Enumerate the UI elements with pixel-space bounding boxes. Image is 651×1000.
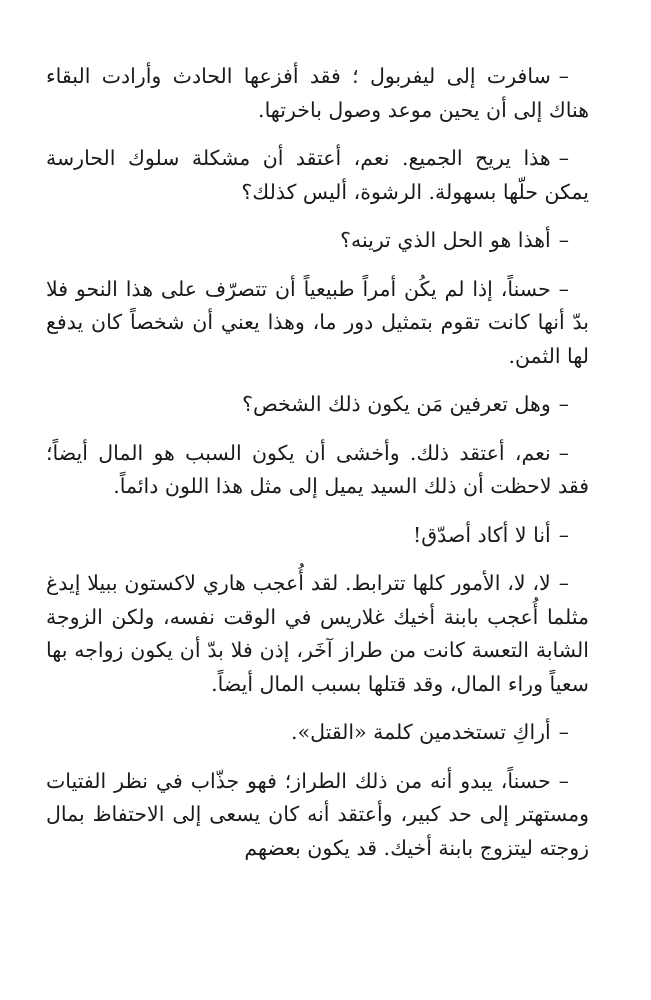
dialogue-paragraph-7 [46,519,589,553]
dialogue-dash: – [558,146,569,170]
dialogue-paragraph-1 [46,60,589,127]
dialogue-dash: – [558,276,569,301]
dialogue-paragraph-4 [46,273,589,374]
dialogue-paragraph-6 [46,437,589,504]
dialogue-paragraph-10 [46,765,589,866]
paragraph-text: حسناً، يبدو أنه من ذلك الطراز؛ فهو جذّاب في نظر الفتيات ومستهتر إلى حد كبير، وأعتقد أنه كان يسعى إلى الاحتفاظ بمال زوجته ليتزوج بابنة أخيك. قد يكون بعضهم [46,768,589,860]
paragraph-text: حسناً، إذا لم يكُن أمراً طبيعياً أن تتصرّف على هذا النحو فلا بدّ أنها كانت تقوم بتمثيل دور ما، وهذا يعني أن شخصاً كان يدفع لها الثمن. [46,276,589,368]
paragraph-text: أراكِ تستخدمين كلمة «القتل». [291,720,551,744]
paragraph-text: نعم، أعتقد ذلك. وأخشى أن يكون السبب هو المال أيضاً؛ فقد لاحظت أن ذلك السيد يميل إلى مثل هذا اللون دائماً. [46,440,589,498]
dialogue-paragraph-2 [46,142,589,209]
paragraph-text: هذا يريح الجميع. نعم، أعتقد أن مشكلة سلوك الحارسة يمكن حلّها بسهولة. الرشوة، أليس كذلك؟ [46,146,589,204]
dialogue-dash: – [558,440,569,465]
dialogue-paragraph-9 [46,716,589,750]
paragraph-text: أهذا هو الحل الذي ترينه؟ [340,228,551,252]
dialogue-dash: – [558,571,569,595]
paragraph-text: أنا لا أكاد أصدّق! [413,522,551,547]
paragraph-text: لا، لا، الأمور كلها تترابط. لقد أُعجب هاري لاكستون ببيلا إيدغ مثلما أُعجب بابنة أخيك غلاريس في الوقت نفسه، ولكن الزوجة الشابة التعسة كانت من طراز آخَر، إذن فلا بدّ أن يكون زواجه بها سعياً وراء المال، وقد قتلها بسبب المال أيضاً. [46,571,589,696]
paragraph-text: وهل تعرفين مَن يكون ذلك الشخص؟ [242,392,551,416]
dialogue-dash: – [558,522,569,547]
dialogue-dash: – [558,64,569,88]
dialogue-dash: – [558,392,569,416]
paragraph-text: سافرت إلى ليفربول ؛ فقد أفزعها الحادث وأرادت البقاء هناك إلى أن يحين موعد وصول باخرتها. [46,64,589,122]
dialogue-paragraph-3 [46,224,589,258]
dialogue-dash: – [558,228,569,252]
dialogue-paragraph-8 [46,567,589,701]
dialogue-dash: – [558,768,569,793]
dialogue-dash: – [558,720,569,744]
dialogue-paragraph-5 [46,388,589,422]
